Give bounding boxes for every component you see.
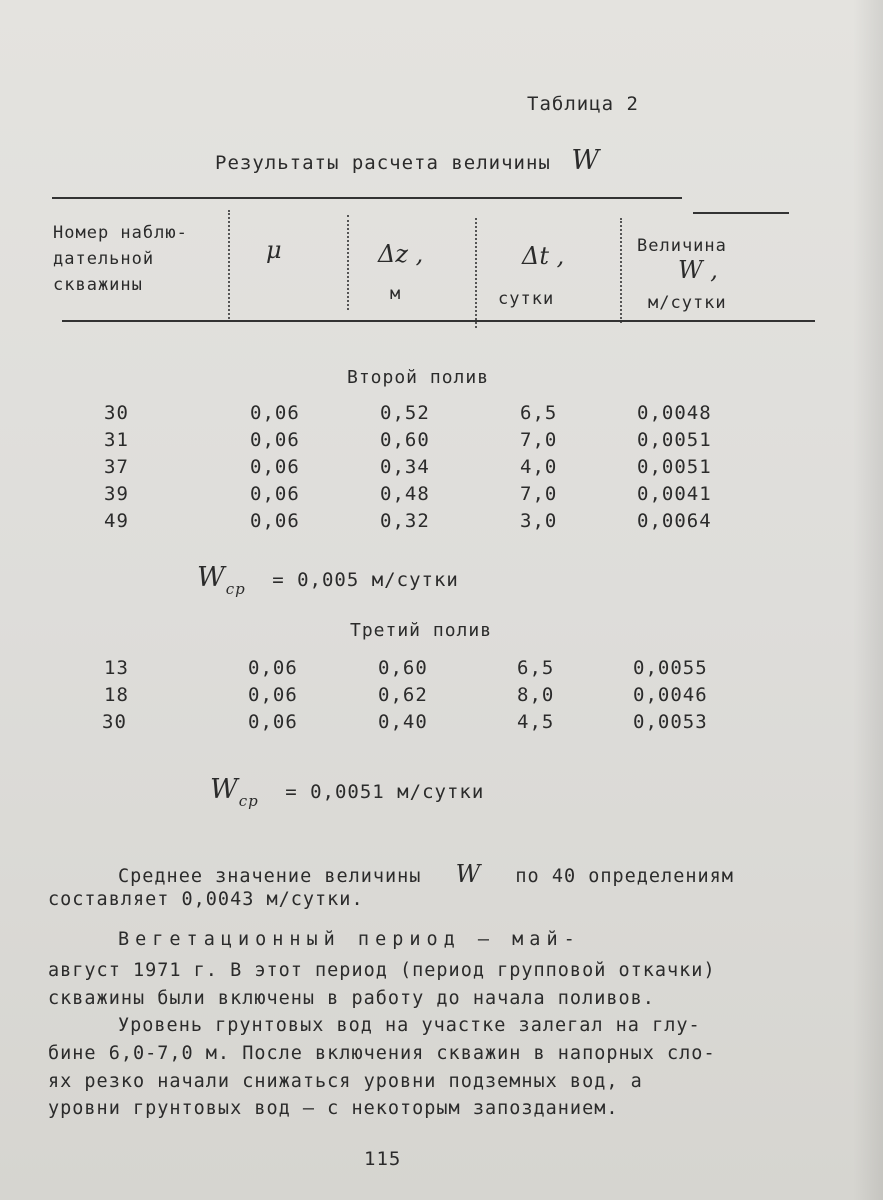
cell-mu: 0,06 — [250, 483, 300, 505]
summary-text-a: Среднее значение величины — [118, 866, 422, 887]
summary-symbol: W — [455, 860, 482, 888]
cell-w: 0,0051 — [637, 456, 712, 478]
cell-dz: 0,48 — [380, 483, 430, 505]
table-row — [0, 684, 883, 710]
col-separator — [620, 218, 622, 323]
cell-well: 13 — [104, 657, 129, 679]
cell-well: 30 — [102, 711, 127, 733]
col-header-dt: Δt , — [522, 242, 565, 270]
cell-mu: 0,06 — [250, 456, 300, 478]
paragraph-line: август 1971 г. В этот период (период групповой откачки) — [48, 960, 716, 981]
paragraph-line: Уровень грунтовых вод на участке залегал на глу- — [118, 1015, 701, 1036]
cell-w: 0,0048 — [637, 402, 712, 424]
col-header-well — [53, 220, 188, 298]
cell-well: 49 — [104, 510, 129, 532]
paragraph-line: скважины были включены в работу до начала поливов. — [48, 988, 655, 1009]
average-subscript: ср — [238, 792, 259, 810]
cell-mu: 0,06 — [250, 510, 300, 532]
table-row — [0, 711, 883, 737]
col-header-dz-unit: м — [390, 284, 402, 304]
table-row — [0, 657, 883, 683]
cell-dt: 4,5 — [517, 711, 555, 733]
table-header-rule — [62, 320, 815, 322]
title-symbol: W — [571, 145, 601, 176]
paragraph-line: бине 6,0-7,0 м. После включения скважин в напорных сло- — [48, 1043, 716, 1064]
table-row — [0, 456, 883, 482]
col-header-dz: Δz , — [378, 240, 424, 268]
table-row — [0, 429, 883, 455]
cell-well: 31 — [104, 429, 129, 451]
cell-mu: 0,06 — [250, 429, 300, 451]
cell-w: 0,0051 — [637, 429, 712, 451]
col-separator — [347, 215, 349, 310]
table-top-rule-right — [693, 212, 789, 214]
cell-w: 0,0041 — [637, 483, 712, 505]
table-label: Таблица 2 — [527, 93, 639, 115]
col-header-well-line2: дательной — [53, 249, 155, 269]
cell-w: 0,0046 — [633, 684, 708, 706]
cell-dz: 0,60 — [378, 657, 428, 679]
col-separator — [228, 210, 230, 322]
table-top-rule — [52, 197, 682, 199]
cell-w: 0,0053 — [633, 711, 708, 733]
col-header-w-unit: м/сутки — [648, 293, 727, 313]
cell-dt: 6,5 — [520, 402, 558, 424]
average-subscript: ср — [225, 580, 246, 598]
table-row — [0, 402, 883, 428]
table-title — [215, 145, 600, 176]
cell-dt: 3,0 — [520, 510, 558, 532]
section-title: Второй полив — [347, 367, 490, 388]
section-title: Третий полив — [350, 620, 493, 641]
cell-dz: 0,32 — [380, 510, 430, 532]
cell-w: 0,0064 — [637, 510, 712, 532]
summary-text-b: по 40 определениям — [515, 866, 734, 887]
col-header-w-symbol: W , — [678, 256, 718, 284]
page-number: 115 — [364, 1148, 402, 1170]
cell-dz: 0,60 — [380, 429, 430, 451]
average-value: = 0,005 м/сутки — [272, 569, 459, 591]
col-header-dt-unit: сутки — [498, 289, 555, 309]
paragraph-line: уровни грунтовых вод – с некоторым запозданием. — [48, 1098, 619, 1119]
cell-dt: 7,0 — [520, 429, 558, 451]
paragraph-line: Вегетационный период – май- — [118, 929, 581, 950]
cell-dz: 0,52 — [380, 402, 430, 424]
cell-dt: 4,0 — [520, 456, 558, 478]
cell-dz: 0,40 — [378, 711, 428, 733]
cell-well: 39 — [104, 483, 129, 505]
cell-well: 18 — [104, 684, 129, 706]
cell-mu: 0,06 — [248, 684, 298, 706]
table-title-text: Результаты расчета величины — [215, 152, 551, 174]
cell-well: 37 — [104, 456, 129, 478]
col-header-well-line1: Номер наблю- — [53, 223, 188, 243]
col-header-w-title: Величина — [637, 236, 727, 256]
cell-dz: 0,62 — [378, 684, 428, 706]
average-symbol: W — [197, 562, 226, 593]
cell-mu: 0,06 — [248, 711, 298, 733]
cell-mu: 0,06 — [248, 657, 298, 679]
paragraph-line: ях резко начали снижаться уровни подземных вод, а — [48, 1071, 643, 1092]
average-value: = 0,0051 м/сутки — [285, 781, 485, 803]
average-symbol: W — [210, 774, 239, 805]
col-header-well-line3: скважины — [53, 275, 143, 295]
table-row — [0, 510, 883, 536]
cell-w: 0,0055 — [633, 657, 708, 679]
col-header-mu: μ — [266, 236, 282, 264]
col-separator — [475, 218, 477, 328]
cell-dz: 0,34 — [380, 456, 430, 478]
average-line — [210, 774, 485, 810]
cell-dt: 6,5 — [517, 657, 555, 679]
cell-dt: 7,0 — [520, 483, 558, 505]
cell-dt: 8,0 — [517, 684, 555, 706]
cell-mu: 0,06 — [250, 402, 300, 424]
summary-line-2: составляет 0,0043 м/сутки. — [48, 889, 364, 910]
table-row — [0, 483, 883, 509]
average-line — [197, 562, 459, 598]
cell-well: 30 — [104, 402, 129, 424]
